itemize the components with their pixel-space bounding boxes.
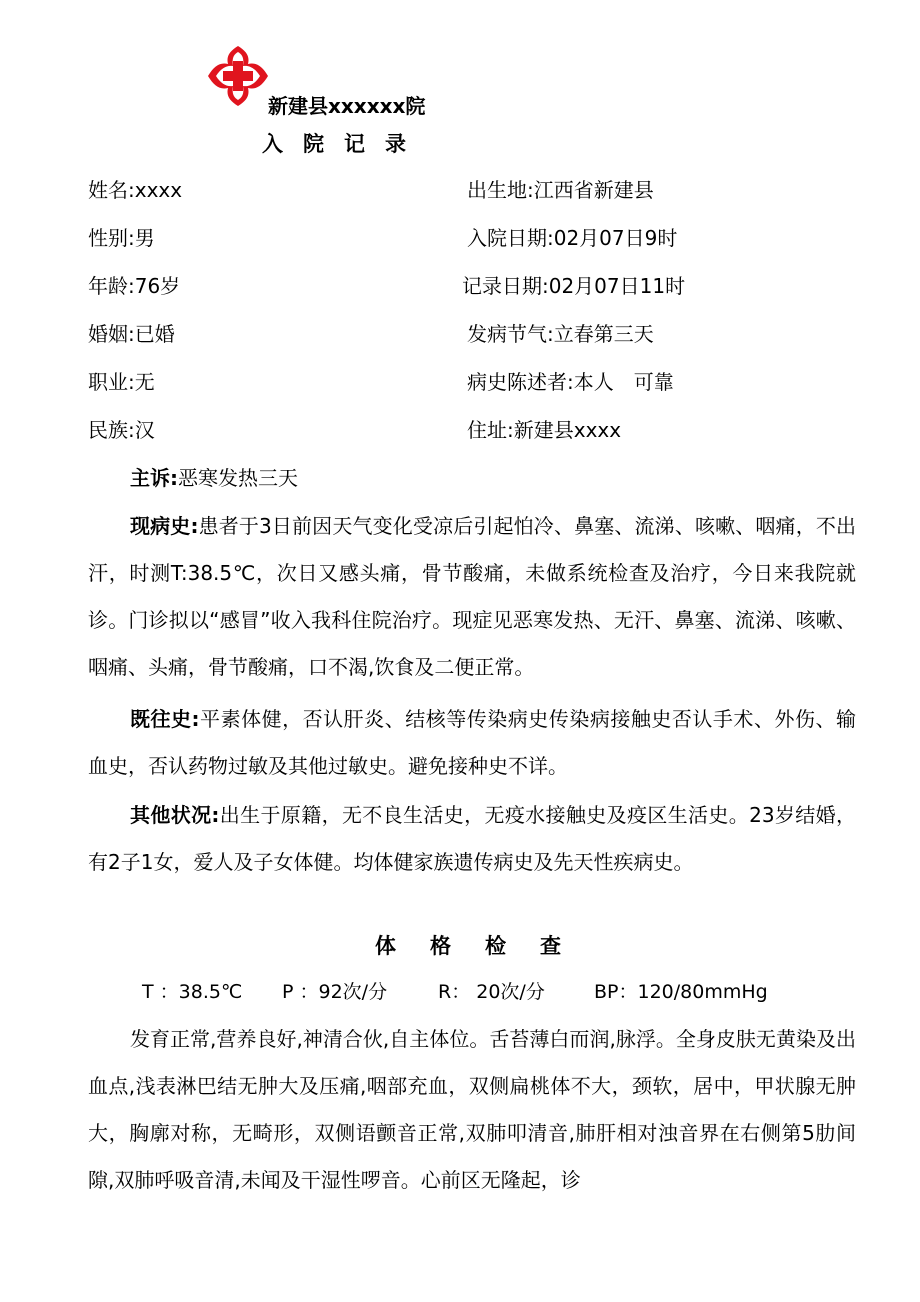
field-gender: 性别:男 [88,226,155,250]
field-ethnicity: 民族:汉 [88,418,155,442]
vital-respiration: R： 20次/分 [438,981,545,1003]
field-marital: 婚姻:已婚 [88,322,175,346]
other-status-label: 其他状况: [130,803,220,827]
field-birthplace: 出生地:江西省新建县 [467,178,654,202]
present-illness-label: 现病史: [130,514,199,538]
hospital-logo [206,44,270,108]
field-age: 年龄:76岁 [88,274,181,298]
present-illness-text: 患者于3日前因天气变化受凉后引起怕冷、鼻塞、流涕、咳嗽、咽痛，不出汗，时测T:38.5℃，次日又感头痛，骨节酸痛，未做系统检查及治疗，今日来我院就诊。门诊拟以“感冒”收入我科住院治疗。现症见恶寒发热、无汗、鼻塞、流涕、咳嗽、咽痛、头痛，骨节酸痛，口不渴,饮食及二便正常。 [88,514,856,679]
field-occupation: 职业:无 [88,370,155,394]
field-record-date: 记录日期:02月07日11时 [462,274,686,298]
vital-blood-pressure: BP：120/80mmHg [594,981,768,1003]
vital-pulse: P ：92次/分 [282,981,388,1003]
chief-complaint-label: 主诉: [130,466,178,490]
past-history-text: 平素体健，否认肝炎、结核等传染病史传染病接触史否认手术、外伤、输血史，否认药物过敏及其他过敏史。避免接种史不详。 [88,707,857,778]
document-title: 入院记录 [262,132,426,156]
past-history-label: 既往史: [130,707,200,731]
field-name: 姓名:xxxx [88,178,183,202]
past-history [88,696,856,790]
red-cross-icon [206,44,270,108]
field-informant: 病史陈述者:本人 可靠 [467,370,674,394]
field-admission-date: 入院日期:02月07日9时 [467,226,678,250]
other-status-text: 出生于原籍，无不良生活史，无疫水接触史及疫区生活史。23岁结婚，有2子1女，爱人及子女体健。均体健家族遗传病史及先天性疾病史。 [88,803,856,874]
field-onset-term: 发病节气:立春第三天 [467,322,654,346]
chief-complaint-text: 恶寒发热三天 [178,466,298,490]
exam-text: 发育正常,营养良好,神清合伙,自主体位。舌苔薄白而润,脉浮。全身皮肤无黄染及出血点,浅表淋巴结无肿大及压痛,咽部充血，双侧扁桃体不大，颈软，居中，甲状腺无肿大，胸廓对称，无畸形，双侧语颤音正常,双肺叩清音,肺肝相对浊音界在右侧第5肋间隙,双肺呼吸音清,未闻及干湿性啰音。心前区无隆起，诊 [88,1027,856,1192]
other-status [88,792,856,886]
present-illness [88,503,856,691]
hospital-name: 新建县xxxxxx院 [268,94,426,118]
chief-complaint [88,455,856,502]
exam-title: 体格检查 [375,934,595,958]
field-address: 住址:新建县xxxx [467,418,622,442]
vital-temperature: T ：38.5℃ [142,981,243,1003]
